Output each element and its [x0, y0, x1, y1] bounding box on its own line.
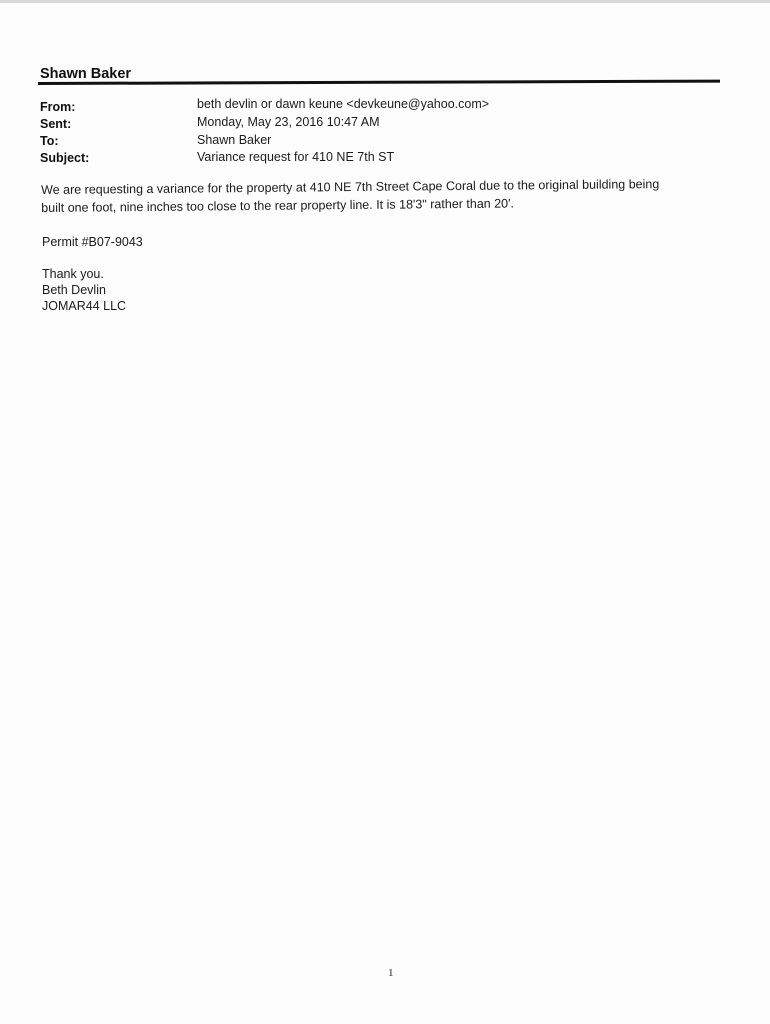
email-header-fields — [40, 99, 640, 167]
to-value: Shawn Baker — [197, 133, 272, 147]
scan-edge — [0, 0, 770, 3]
subject-row — [40, 150, 640, 167]
body-line-2: built one foot, nine inches too close to the rear property line. It is 18'3" rather than 20'. — [41, 196, 514, 215]
subject-label: Subject: — [40, 151, 90, 165]
email-body — [41, 174, 721, 217]
sent-label: Sent: — [40, 117, 72, 131]
from-value: beth devlin or dawn keune <devkeune@yahoo.com> — [197, 97, 490, 111]
to-label: To: — [40, 134, 59, 148]
mailbox-owner-name: Shawn Baker — [40, 66, 132, 82]
sent-row — [40, 116, 640, 133]
body-line-1: We are requesting a variance for the property at 410 NE 7th Street Cape Coral due to the original building being — [41, 177, 660, 197]
header-divider — [38, 80, 720, 85]
page-number: 1 — [388, 967, 394, 979]
from-label: From: — [40, 100, 76, 114]
closing-text: Thank you. — [42, 267, 104, 281]
sent-value: Monday, May 23, 2016 10:47 AM — [197, 115, 380, 129]
permit-number: Permit #B07-9043 — [42, 235, 143, 249]
company-name: JOMAR44 LLC — [42, 299, 127, 313]
signer-name: Beth Devlin — [42, 283, 106, 297]
subject-value: Variance request for 410 NE 7th ST — [197, 150, 395, 164]
signature-block — [42, 266, 126, 314]
to-row — [40, 133, 640, 150]
